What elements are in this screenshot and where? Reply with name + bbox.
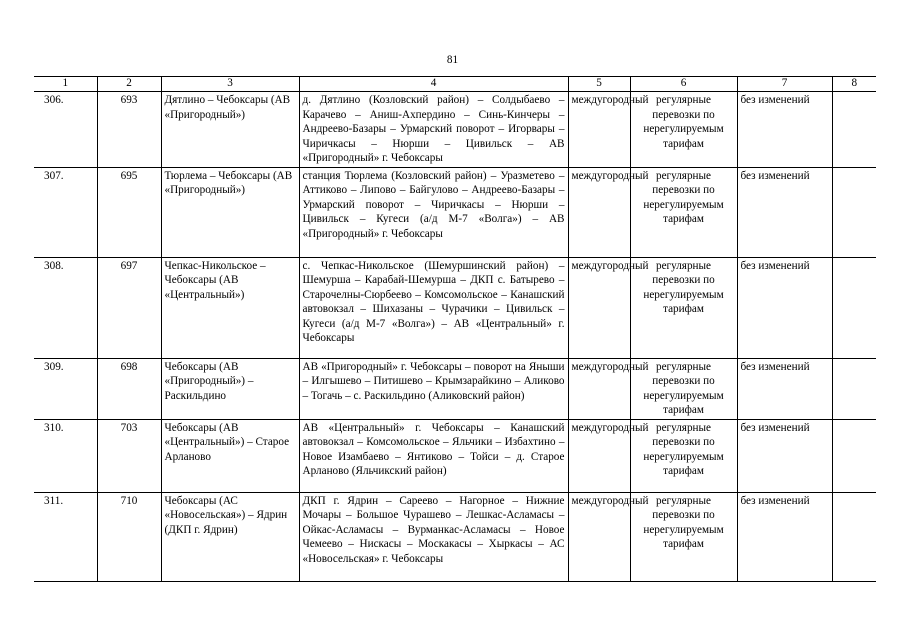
change-status: без изменений [737,257,832,358]
route-path: АВ «Центральный» г. Чебоксары – Канашский автовокзал – Комсомольское – Яльчики – Избахтино – Новое Изамбаево – Янтиково – Тойси – д. Старое Арланово (Яльчикский район) [299,419,568,492]
route-path: АВ «Пригородный» г. Чебоксары – поворот на Яныши – Илгышево – Питишево – Крымзарайкино – Аликово – Тогачь – с. Раскильдино (Аликовский район) [299,358,568,419]
route-name: Чебоксары (АС «Новосельская») – Ядрин (ДКП г. Ядрин) [161,492,299,581]
routes-table [34,76,876,582]
change-status: без изменений [737,167,832,257]
route-name: Тюрлема – Чебоксары (АВ «Пригородный») [161,167,299,257]
route-type: междугородный [568,358,630,419]
route-path: д. Дятлино (Козловский район) – Солдыбаево – Карачево – Аниш-Ахпердино – Синь-Кинчеры – Андреево-Базары – Урмарский поворот – Игорвары – Чиричкасы – Нюрши – Цивильск – АВ «Пригородный» г. Чебоксары [299,92,568,168]
table-row [34,492,876,581]
row-number: 306. [34,92,97,168]
table-row [34,358,876,419]
transport-kind: регулярные перевозки по нерегулируемым тарифам [630,419,737,492]
column-header-5: 5 [568,77,630,92]
extra-cell [832,358,876,419]
row-number: 308. [34,257,97,358]
route-name: Чебоксары (АВ «Пригородный») – Раскильдино [161,358,299,419]
change-status: без изменений [737,92,832,168]
route-name: Дятлино – Чебоксары (АВ «Пригородный») [161,92,299,168]
extra-cell [832,92,876,168]
route-registration-number: 703 [97,419,161,492]
column-header-1: 1 [34,77,97,92]
route-path: ДКП г. Ядрин – Сареево – Нагорное – Нижние Мочары – Большое Чурашево – Лешкас-Асламасы – Ойкас-Асламасы – Вурманкас-Асламасы – Новое Чемеево – Нискасы – Москакасы – Хыркасы – АС «Новосельская» г. Чебоксары [299,492,568,581]
column-header-6: 6 [630,77,737,92]
route-registration-number: 695 [97,167,161,257]
row-number: 310. [34,419,97,492]
route-registration-number: 698 [97,358,161,419]
page-number: 81 [446,54,459,66]
extra-cell [832,492,876,581]
row-number: 311. [34,492,97,581]
route-registration-number: 693 [97,92,161,168]
route-path: станция Тюрлема (Козловский район) – Уразметево – Аттиково – Липово – Байгулово – Андреево-Базары – Урмарский поворот – Чиричкасы – Нюрши – Цивильск – Кугеси (а/д М-7 «Волга») – АВ «Пригородный» г. Чебоксары [299,167,568,257]
header-row [34,77,876,92]
route-path: с. Чепкас-Никольское (Шемуршинский район) – Шемурша – Карабай-Шемурша – ДКП с. Батырево – Старочелны-Сюрбеево – Комсомольское – Канашский автовокзал – Шихазаны – Чурачики – Цивильск – Кугеси (а/д М-7 «Волга») – АВ «Центральный» г. Чебоксары [299,257,568,358]
route-name: Чепкас-Никольское – Чебоксары (АВ «Центральный») [161,257,299,358]
row-number: 309. [34,358,97,419]
column-header-4: 4 [299,77,568,92]
route-name: Чебоксары (АВ «Центральный») – Старое Арланово [161,419,299,492]
column-header-7: 7 [737,77,832,92]
column-header-2: 2 [97,77,161,92]
transport-kind: регулярные перевозки по нерегулируемым тарифам [630,492,737,581]
extra-cell [832,167,876,257]
route-registration-number: 697 [97,257,161,358]
transport-kind: регулярные перевозки по нерегулируемым тарифам [630,167,737,257]
table-row [34,167,876,257]
table-row [34,257,876,358]
transport-kind: регулярные перевозки по нерегулируемым тарифам [630,358,737,419]
column-header-8: 8 [832,77,876,92]
route-registration-number: 710 [97,492,161,581]
table-row [34,419,876,492]
route-type: междугородный [568,167,630,257]
change-status: без изменений [737,419,832,492]
route-type: междугородный [568,492,630,581]
column-header-3: 3 [161,77,299,92]
extra-cell [832,257,876,358]
transport-kind: регулярные перевозки по нерегулируемым тарифам [630,92,737,168]
extra-cell [832,419,876,492]
transport-kind: регулярные перевозки по нерегулируемым тарифам [630,257,737,358]
table-row [34,92,876,168]
route-type: междугородный [568,257,630,358]
route-type: междугородный [568,92,630,168]
change-status: без изменений [737,492,832,581]
row-number: 307. [34,167,97,257]
change-status: без изменений [737,358,832,419]
route-type: междугородный [568,419,630,492]
